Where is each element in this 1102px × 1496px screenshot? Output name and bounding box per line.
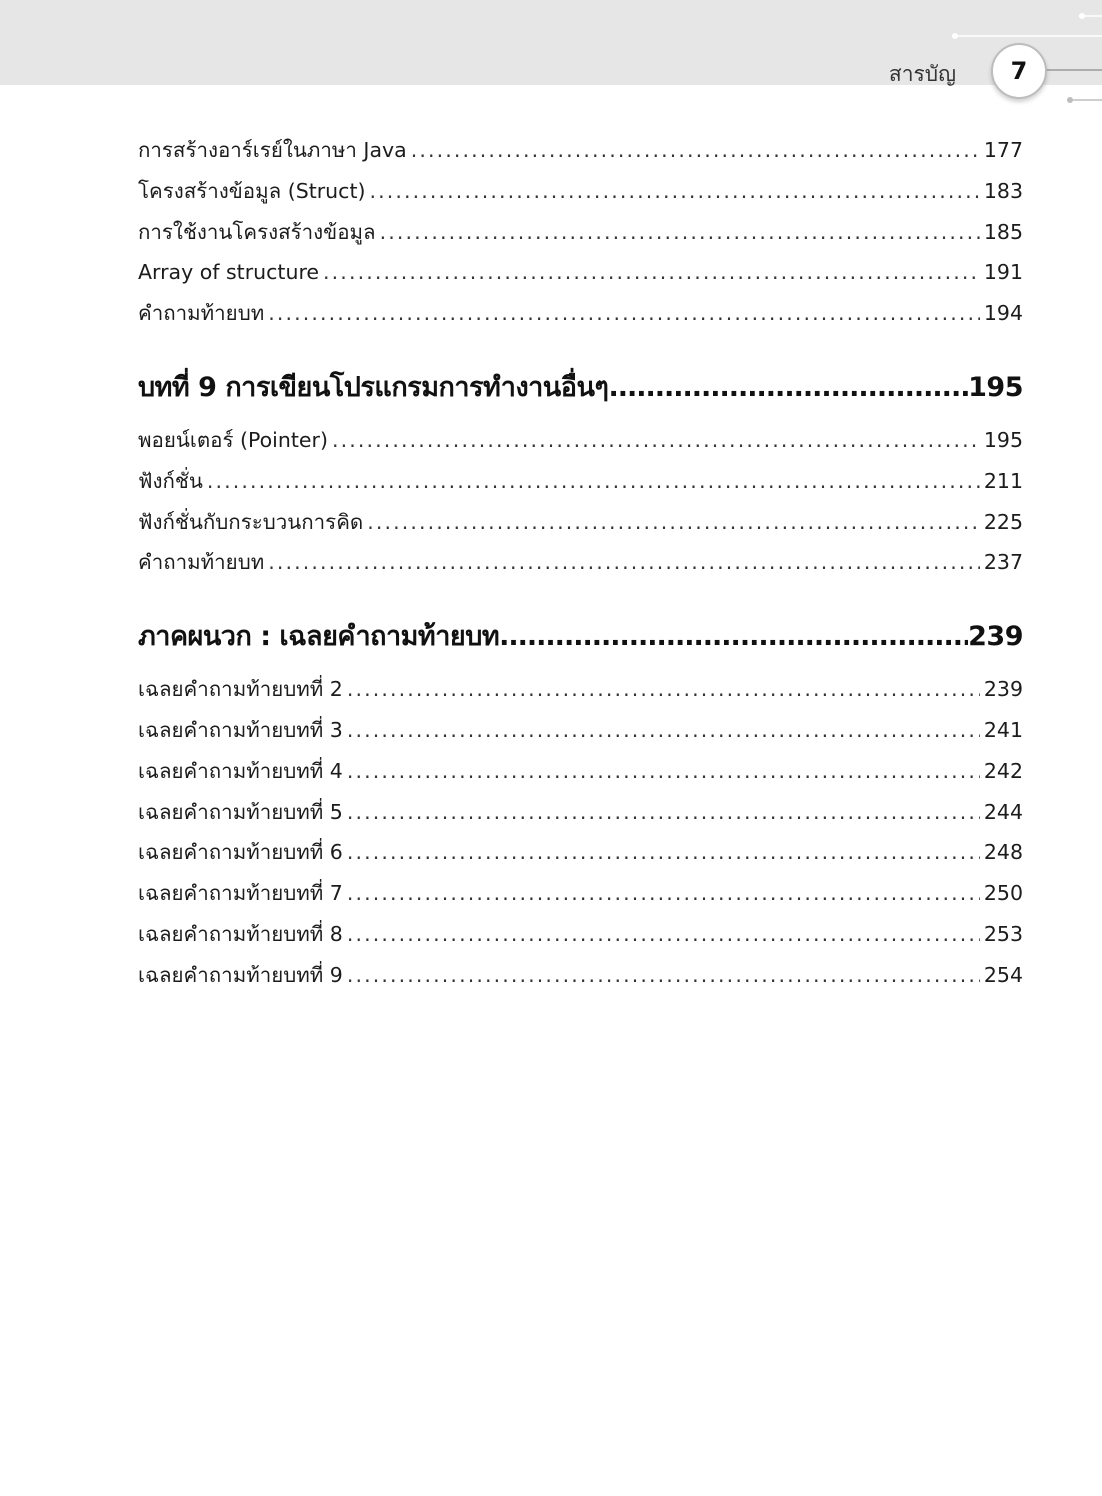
toc-entry[interactable]: เฉลยคำถามท้ายบทที่ 2 . . . 239 <box>138 669 1023 710</box>
toc-entry[interactable]: พอยน์เตอร์ (Pointer) . . . 195 <box>138 420 1023 461</box>
toc-appendix-heading[interactable]: ภาคผนวก : เฉลยคำถามท้ายบท ..... 239 <box>138 613 1023 661</box>
toc-entry[interactable]: เฉลยคำถามท้ายบทที่ 9 . . . 254 <box>138 955 1023 996</box>
toc-entry[interactable]: คำถามท้ายบท . . . 237 <box>138 542 1023 583</box>
toc-entry[interactable]: Array of structure . . . 191 <box>138 252 1023 293</box>
toc-entry[interactable]: เฉลยคำถามท้ายบทที่ 5 . . . 244 <box>138 792 1023 833</box>
toc-entry[interactable]: เฉลยคำถามท้ายบทที่ 3 . . . 241 <box>138 710 1023 751</box>
table-of-contents <box>138 130 1023 996</box>
toc-entry[interactable]: ฟังก์ชั่นกับกระบวนการคิด . . . 225 <box>138 502 1023 543</box>
toc-entry[interactable]: เฉลยคำถามท้ายบทที่ 6 . . . 248 <box>138 832 1023 873</box>
toc-entry[interactable]: เฉลยคำถามท้ายบทที่ 8 . . . 253 <box>138 914 1023 955</box>
toc-entry[interactable]: ฟังก์ชั่น . . . 211 <box>138 461 1023 502</box>
toc-entry[interactable]: คำถามท้ายบท . . . 194 <box>138 293 1023 334</box>
toc-chapter-heading[interactable]: บทที่ 9 การเขียนโปรแกรมการทำงานอื่นๆ ..... 195 <box>138 364 1023 412</box>
page-number-badge <box>991 43 1047 99</box>
toc-entry[interactable]: การสร้างอาร์เรย์ในภาษา Java . . . 177 <box>138 130 1023 171</box>
toc-entry[interactable]: การใช้งานโครงสร้างข้อมูล . . . 185 <box>138 212 1023 253</box>
toc-entry[interactable]: โครงสร้างข้อมูล (Struct) . . . 183 <box>138 171 1023 212</box>
toc-entry[interactable]: เฉลยคำถามท้ายบทที่ 4 . . . 242 <box>138 751 1023 792</box>
running-title: สารบัญ <box>888 62 956 86</box>
toc-entry[interactable]: เฉลยคำถามท้ายบทที่ 7 . . . 250 <box>138 873 1023 914</box>
page-number: 7 <box>1010 57 1028 85</box>
